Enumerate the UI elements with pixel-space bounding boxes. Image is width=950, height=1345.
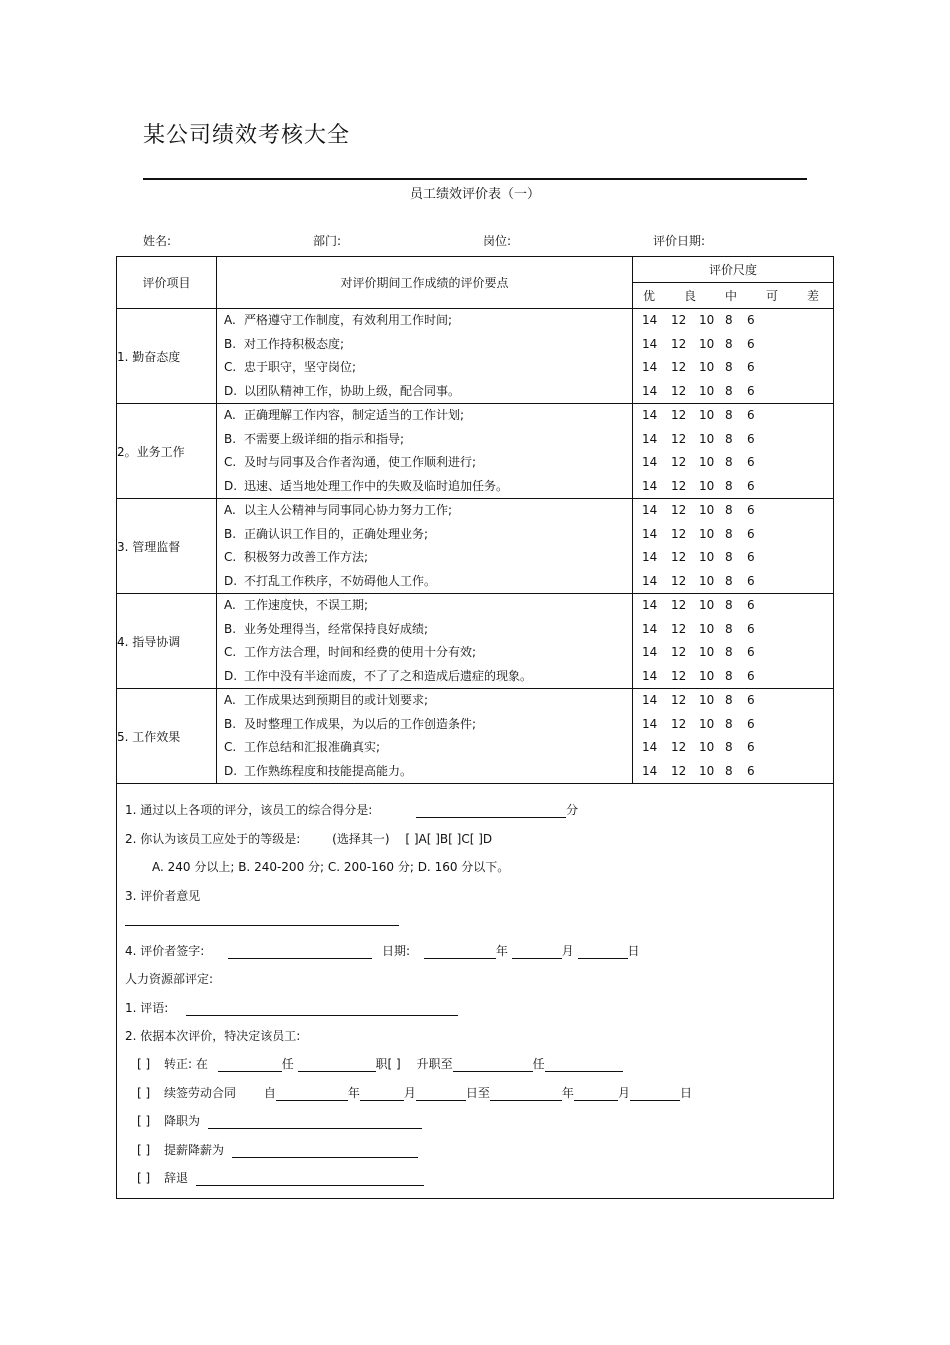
point-letter: C. [224,740,237,754]
score-option[interactable]: 12 [671,740,687,754]
score-options [633,309,833,333]
score-option[interactable]: 8 [725,693,733,707]
score-option[interactable]: 14 [642,573,658,588]
score-options [633,523,833,547]
point-letter: C. [224,455,237,469]
point-letter: B. [224,621,237,636]
score-option[interactable]: 12 [671,336,687,351]
score-option[interactable]: 8 [725,336,733,351]
evaluation-point [217,760,632,784]
score-option[interactable]: 8 [725,503,733,517]
category-points [217,309,633,404]
category-scale [633,309,834,404]
score-options [633,380,833,404]
score-option[interactable]: 14 [642,645,658,659]
score-option[interactable]: 6 [747,336,755,351]
grade-options[interactable]: [ ]A[ ]B[ ]C[ ]D [405,832,493,846]
contract-start-month-field[interactable] [360,1087,404,1101]
grade-label: 优 [643,289,656,303]
evaluation-point [217,475,632,499]
evaluation-point [217,641,632,665]
category-scale [633,594,834,689]
year-label: 年 [347,1086,360,1100]
month-label: 月 [403,1086,416,1100]
category-scale [633,404,834,499]
total-score-field[interactable] [416,804,566,818]
transfer-label: 转正: 在 [164,1057,208,1071]
category-name: 2。业务工作 [117,404,217,499]
grade-label: 差 [806,289,819,303]
score-options [633,713,833,737]
point-text: 迅速、适当地处理工作中的失败及临时追加任务。 [244,478,509,493]
hr-decision-label: 2. 依据本次评价，特决定该员工: [125,1029,301,1043]
score-option[interactable]: 12 [671,598,687,612]
point-text: 严格遵守工作制度，有效利用工作时间; [244,313,453,327]
point-text: 以团队精神工作，协助上级，配合同事。 [244,383,461,398]
document-title: 某公司绩效考核大全 [143,123,351,148]
evaluation-point [217,713,632,737]
score-option[interactable]: 10 [699,740,715,754]
transfer-ren-label: 任 [281,1057,294,1071]
score-option[interactable]: 8 [725,478,733,493]
department-label: 部门: [313,234,342,248]
month-label: 月 [617,1086,630,1100]
score-options [633,641,833,665]
point-letter: B. [224,716,237,731]
contract-from-label: 自 [263,1086,276,1100]
score-option[interactable]: 8 [725,668,733,683]
score-option[interactable]: 12 [671,360,687,374]
point-letter: D. [224,573,238,588]
signature-month-field[interactable] [512,945,562,959]
point-text: 工作方法合理，时间和经费的使用十分有效; [244,645,477,659]
score-option[interactable]: 6 [747,503,755,517]
contract-start-year-field[interactable] [276,1087,348,1101]
score-option[interactable]: 8 [725,360,733,374]
score-option[interactable]: 6 [747,550,755,564]
score-option[interactable]: 12 [671,573,687,588]
score-option[interactable]: 14 [642,503,658,517]
evaluation-point [217,665,632,689]
score-option[interactable]: 6 [747,740,755,754]
point-letter: A. [224,313,236,327]
point-text: 以主人公精神与同事同心协力努力工作; [244,503,453,517]
point-letter: A. [224,693,236,707]
form-title: 员工绩效评价表（一） [409,187,540,202]
score-option[interactable]: 6 [747,573,755,588]
score-options [633,618,833,642]
grade-choose-hint: (选择其一) [332,832,390,846]
point-letter: D. [224,763,238,778]
score-option[interactable]: 10 [699,455,715,469]
header-item: 评价项目 [117,257,217,309]
year-label: 年 [495,944,508,958]
evaluation-point [217,594,632,618]
score-options [633,546,833,570]
score-option[interactable]: 10 [699,431,715,446]
dismiss-field[interactable] [196,1172,424,1186]
contract-end-month-field[interactable] [574,1087,618,1101]
point-text: 不打乱工作秩序，不妨碍他人工作。 [244,573,437,588]
signature-day-field[interactable] [578,945,628,959]
point-letter: A. [224,408,236,422]
category-name: 3. 管理监督 [117,499,217,594]
point-text: 正确理解工作内容，制定适当的工作计划; [244,408,465,422]
point-letter: C. [224,645,237,659]
score-option[interactable]: 10 [699,668,715,683]
score-option[interactable]: 6 [747,455,755,469]
category-points [217,594,633,689]
score-option[interactable]: 12 [671,431,687,446]
score-option[interactable]: 8 [725,740,733,754]
score-options [633,404,833,428]
score-options [633,428,833,452]
score-option[interactable]: 10 [699,693,715,707]
point-letter: D. [224,478,238,493]
point-letter: B. [224,431,237,446]
point-letter: C. [224,360,237,374]
grade-label: 良 [683,289,696,303]
score-option[interactable]: 12 [671,526,687,541]
point-letter: A. [224,503,236,517]
evaluation-point [217,618,632,642]
point-text: 积极努力改善工作方法; [244,550,369,564]
header-points: 对评价期间工作成绩的评价要点 [217,257,633,309]
grade-label: 可 [765,289,778,303]
evaluation-date-label: 评价日期: [653,234,706,248]
evaluation-point [217,499,632,523]
score-option[interactable]: 10 [699,478,715,493]
score-option[interactable]: 14 [642,455,658,469]
grade-ranges: A. 240 分以上; B. 240-200 分; C. 200-160 分; D. 160 分以下。 [152,860,510,874]
score-option[interactable]: 6 [747,478,755,493]
promote-position-field[interactable] [453,1058,533,1072]
score-option[interactable]: 10 [699,336,715,351]
category-points [217,499,633,594]
score-option[interactable]: 12 [671,383,687,398]
score-options [633,499,833,523]
category-row [117,689,834,784]
contract-start-day-field[interactable] [416,1087,466,1101]
score-option[interactable]: 14 [642,336,658,351]
score-option[interactable]: 14 [642,763,658,778]
score-option[interactable]: 10 [699,526,715,541]
hr-comment-label: 1. 评语: [125,1001,169,1015]
year-label: 年 [561,1086,574,1100]
day-label: 日 [679,1086,692,1100]
score-option[interactable]: 10 [699,598,715,612]
score-option[interactable]: 10 [699,645,715,659]
score-option[interactable]: 6 [747,431,755,446]
hr-comment-field[interactable] [186,1002,458,1016]
score-option[interactable]: 12 [671,693,687,707]
point-letter: D. [224,668,238,683]
score-options [633,594,833,618]
score-option[interactable]: 6 [747,408,755,422]
promote-label: 升职至 [416,1057,453,1071]
promote-ren-label: 任 [532,1057,545,1071]
score-option[interactable]: 10 [699,408,715,422]
signature-date-label: 日期: [381,944,411,958]
score-option[interactable]: 8 [725,408,733,422]
point-text: 工作成果达到预期目的或计划要求; [244,693,429,707]
point-text: 及时与同事及合作者沟通，使工作顺利进行; [244,455,477,469]
evaluator-signature-label: 4. 评价者签字: [125,944,205,958]
point-text: 工作总结和汇报准确真实; [244,740,381,754]
transfer-job-field[interactable] [298,1058,376,1072]
score-option[interactable]: 12 [671,716,687,731]
score-option[interactable]: 14 [642,550,658,564]
category-row [117,499,834,594]
score-option[interactable]: 8 [725,431,733,446]
dismiss-label: 辞退 [164,1171,189,1185]
score-option[interactable]: 6 [747,621,755,636]
score-option[interactable]: 14 [642,526,658,541]
evaluation-table [116,256,834,1199]
score-option[interactable]: 12 [671,503,687,517]
grade-label: 中 [724,289,737,303]
transfer-checkbox[interactable]: [ ] [137,1057,151,1071]
score-option[interactable]: 6 [747,645,755,659]
score-options [633,356,833,380]
score-option[interactable]: 8 [725,313,733,327]
score-option[interactable]: 10 [699,383,715,398]
evaluator-opinion-label: 3. 评价者意见 [125,889,201,903]
contract-end-day-field[interactable] [630,1087,680,1101]
score-option[interactable]: 8 [725,455,733,469]
score-option[interactable]: 14 [642,478,658,493]
point-text: 工作速度快，不误工期; [244,598,369,612]
score-option[interactable]: 12 [671,408,687,422]
point-letter: A. [224,598,236,612]
score-options [633,451,833,475]
evaluation-point [217,380,632,404]
evaluation-point [217,570,632,594]
evaluator-opinion-field[interactable] [125,912,399,926]
category-name: 5. 工作效果 [117,689,217,784]
score-options [633,570,833,594]
category-points [217,689,633,784]
score-option[interactable]: 8 [725,550,733,564]
name-label: 姓名: [143,234,172,248]
score-option[interactable]: 10 [699,716,715,731]
score-option[interactable]: 10 [699,503,715,517]
evaluation-summary-section [117,784,834,1199]
evaluation-point [217,451,632,475]
score-option[interactable]: 12 [671,313,687,327]
position-label: 岗位: [483,234,512,248]
day-label: 日 [627,944,640,958]
point-text: 及时整理工作成果，为以后的工作创造条件; [244,716,477,731]
demote-checkbox[interactable]: [ ] [137,1114,151,1128]
score-option[interactable]: 14 [642,383,658,398]
evaluation-point [217,356,632,380]
category-scale [633,689,834,784]
demote-position-field[interactable] [208,1115,422,1129]
category-name: 1. 勤奋态度 [117,309,217,404]
signature-year-field[interactable] [424,945,496,959]
score-option[interactable]: 14 [642,621,658,636]
point-letter: D. [224,383,238,398]
total-score-question: 1. 通过以上各项的评分，该员工的综合得分是: [125,803,373,817]
transfer-zhi-label: 职[ ] [375,1057,401,1071]
promote-job-field[interactable] [545,1058,623,1072]
header-grades [633,283,834,309]
hr-evaluation-label: 人力资源部评定: [125,972,214,986]
score-option[interactable]: 12 [671,645,687,659]
score-option[interactable]: 14 [642,408,658,422]
month-label: 月 [561,944,574,958]
salary-field[interactable] [232,1144,418,1158]
score-option[interactable]: 10 [699,550,715,564]
evaluation-point [217,736,632,760]
score-option[interactable]: 8 [725,716,733,731]
score-option[interactable]: 14 [642,693,658,707]
category-row [117,309,834,404]
score-option[interactable]: 8 [725,383,733,398]
score-option[interactable]: 12 [671,621,687,636]
category-scale [633,499,834,594]
score-option[interactable]: 6 [747,668,755,683]
score-option[interactable]: 10 [699,360,715,374]
dismiss-checkbox[interactable]: [ ] [137,1171,151,1185]
score-unit: 分 [566,803,579,817]
score-option[interactable]: 10 [699,763,715,778]
score-option[interactable]: 6 [747,313,755,327]
score-option[interactable]: 6 [747,383,755,398]
demote-label: 降职为 [164,1114,201,1128]
score-option[interactable]: 14 [642,668,658,683]
evaluation-point [217,309,632,333]
score-option[interactable]: 14 [642,431,658,446]
salary-checkbox[interactable]: [ ] [137,1143,151,1157]
score-option[interactable]: 12 [671,455,687,469]
transfer-position-field[interactable] [218,1058,282,1072]
grade-question: 2. 你认为该员工应处于的等级是: [125,832,301,846]
score-option[interactable]: 14 [642,740,658,754]
evaluation-point [217,523,632,547]
contract-to-label: 日至 [465,1086,490,1100]
point-text: 正确认识工作目的，正确处理业务; [244,526,429,541]
point-text: 对工作持积极态度; [244,336,345,351]
score-option[interactable]: 8 [725,645,733,659]
score-options [633,760,833,784]
category-row [117,594,834,689]
score-option[interactable]: 14 [642,313,658,327]
evaluator-signature-field[interactable] [228,945,372,959]
score-option[interactable]: 10 [699,313,715,327]
category-row [117,404,834,499]
category-points [217,404,633,499]
score-options [633,665,833,689]
score-option[interactable]: 8 [725,598,733,612]
salary-label: 提薪降薪为 [164,1143,225,1157]
score-option[interactable]: 14 [642,716,658,731]
score-options [633,475,833,499]
score-option[interactable]: 6 [747,598,755,612]
category-name: 4. 指导协调 [117,594,217,689]
evaluation-point [217,689,632,713]
score-option[interactable]: 8 [725,526,733,541]
evaluation-point [217,333,632,357]
point-letter: B. [224,526,237,541]
score-option[interactable]: 12 [671,668,687,683]
score-option[interactable]: 6 [747,693,755,707]
point-letter: C. [224,550,237,564]
header-scale: 评价尺度 [633,257,834,283]
score-option[interactable]: 6 [747,526,755,541]
point-letter: B. [224,336,237,351]
point-text: 工作中没有半途而废，不了了之和造成后遗症的现象。 [244,668,533,683]
point-text: 忠于职守，坚守岗位; [244,360,357,374]
score-option[interactable]: 8 [725,763,733,778]
score-option[interactable]: 12 [671,763,687,778]
score-options [633,333,833,357]
score-option[interactable]: 8 [725,573,733,588]
point-text: 不需要上级详细的指示和指导; [244,431,405,446]
score-options [633,736,833,760]
point-text: 业务处理得当，经常保持良好成绩; [244,621,429,636]
score-option[interactable]: 6 [747,360,755,374]
score-options [633,689,833,713]
score-option[interactable]: 14 [642,598,658,612]
score-option[interactable]: 8 [725,621,733,636]
contract-end-year-field[interactable] [490,1087,562,1101]
title-divider [143,178,807,180]
evaluation-point [217,546,632,570]
score-option[interactable]: 10 [699,573,715,588]
score-option[interactable]: 12 [671,478,687,493]
score-option[interactable]: 6 [747,716,755,731]
score-option[interactable]: 6 [747,763,755,778]
point-text: 工作熟练程度和技能提高能力。 [244,763,413,778]
evaluation-point [217,404,632,428]
score-option[interactable]: 10 [699,621,715,636]
score-option[interactable]: 14 [642,360,658,374]
contract-label: 续签劳动合同 [164,1086,237,1100]
contract-checkbox[interactable]: [ ] [137,1086,151,1100]
evaluation-point [217,428,632,452]
score-option[interactable]: 12 [671,550,687,564]
